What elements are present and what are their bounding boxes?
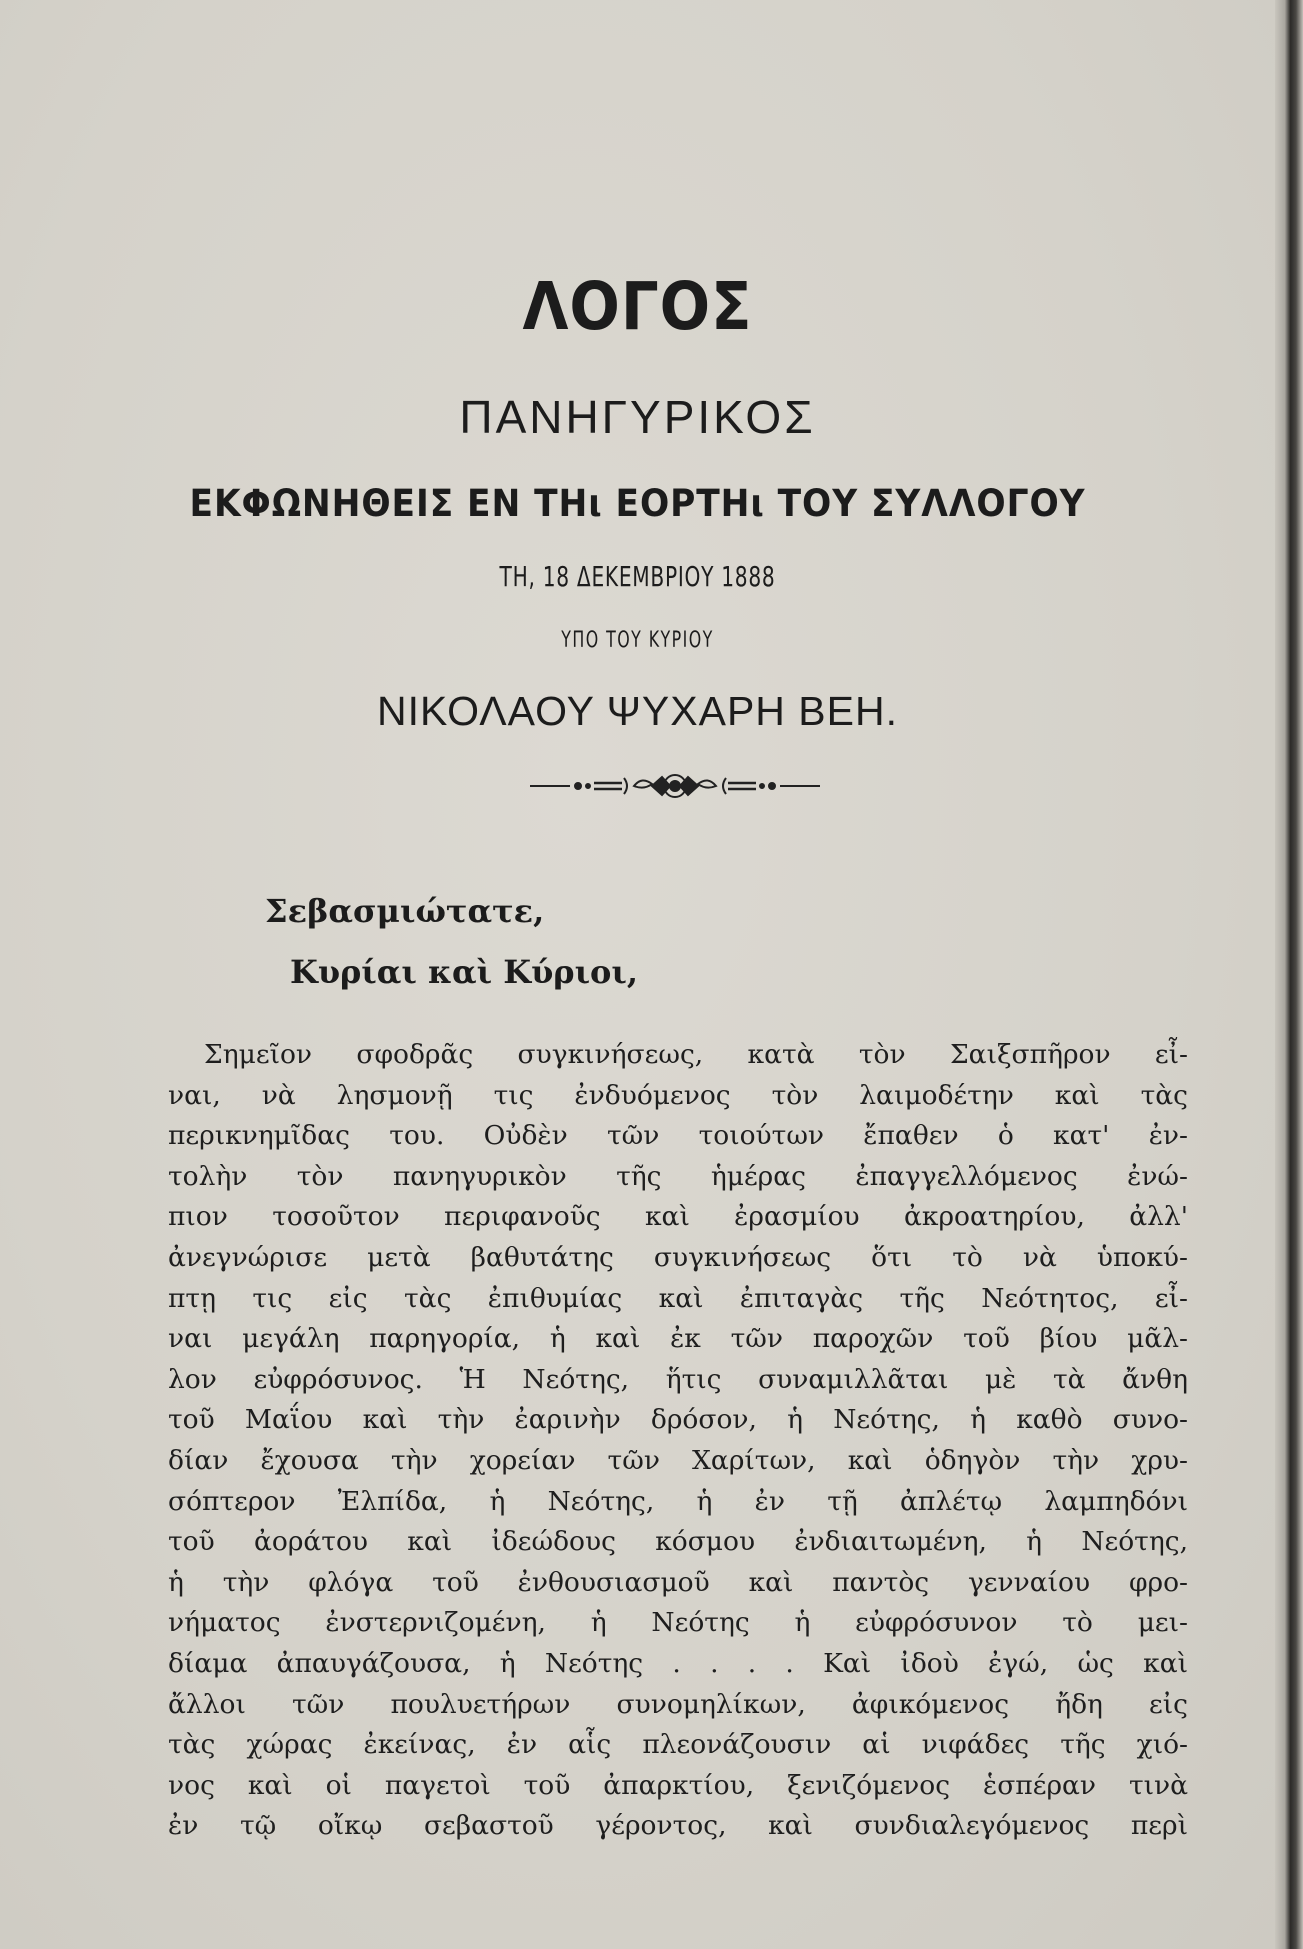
text-line: ἀνεγνώρισε μετὰ βαθυτάτης συγκινήσεως ὅτι τὸ νὰ ὑποκύ-	[168, 1241, 1188, 1273]
author-name: ΝΙΚΟΛΑΟΥ ΨΥΧΑΡΗ ΒΕΗ.	[376, 688, 898, 734]
text-line: ναι μεγάλη παρηγορία, ἡ καὶ ἐκ τῶν παροχῶν τοῦ βίου μᾶλ-	[168, 1323, 1188, 1355]
text-line: σόπτερον Ἐλπίδα, ἡ Νεότης, ἡ ἐν τῇ ἀπλέτῳ λαμπηδόνι	[168, 1485, 1188, 1517]
text-line: τοῦ Μαΐου καὶ τὴν ἐαρινὴν δρόσον, ἡ Νεότης, ἡ καθὸ συνο-	[168, 1404, 1188, 1436]
text-line: πτῃ τις εἰς τὰς ἐπιθυμίας καὶ ἐπιταγὰς τῆς Νεότητος, εἶ-	[168, 1282, 1188, 1314]
text-line: πιον τοσοῦτον περιφανοῦς καὶ ἐρασμίου ἀκροατηρίου, ἀλλ'	[168, 1201, 1188, 1233]
text-line: τολὴν τὸν πανηγυρικὸν τῆς ἡμέρας ἐπαγγελλόμενος ἐνώ-	[168, 1160, 1188, 1192]
text-line: περικνημῖδας του. Οὐδὲν τῶν τοιούτων ἔπαθεν ὁ κατ' ἐν-	[168, 1120, 1188, 1152]
text-line: νήματος ἐνστερνιζομένη, ἡ Νεότης ἡ εὐφρόσυνον τὸ μει-	[168, 1607, 1188, 1639]
page-subtitle: ΠΑΝΗΓΥΡΙΚΟΣ	[459, 391, 816, 443]
text-line: τοῦ ἀοράτου καὶ ἰδεώδους κόσμου ἐνδιαιτωμένη, ἡ Νεότης,	[168, 1526, 1188, 1558]
by-line: ΥΠΟ ΤΟΥ ΚΥΡΙΟΥ	[561, 628, 714, 653]
text-line: Σημεῖον σφοδρᾶς συγκινήσεως, κατὰ τὸν Σαιξσπῆρον εἶ-	[204, 1039, 1188, 1070]
occasion-line: ΕΚΦΩΝΗΘΕΙΣ ΕΝ ΤΗι ΕΟΡΤΗι ΤΟΥ ΣΥΛΛΟΓΟΥ	[189, 482, 1086, 525]
text-line: δίαν ἔχουσα τὴν χορείαν τῶν Χαρίτων, καὶ ὁδηγὸν τὴν χρυ-	[168, 1444, 1188, 1476]
book-binding-edge	[1275, 0, 1303, 1949]
page-title: ΛΟΓΟΣ	[522, 268, 753, 345]
text-line: ἐν τῷ οἴκῳ σεβαστοῦ γέροντος, καὶ συνδιαλεγόμενος περὶ	[168, 1810, 1188, 1842]
salutation-line-1: Σεβασμιώτατε,	[265, 892, 545, 930]
text-line: ἡ τὴν φλόγα τοῦ ἐνθουσιασμοῦ καὶ παντὸς γενναίου φρο-	[168, 1566, 1188, 1598]
body-paragraph	[168, 1035, 1188, 1847]
text-line: τὰς χώρας ἐκείνας, ἐν αἷς πλεονάζουσιν αἱ νιφάδες τῆς χιό-	[168, 1729, 1188, 1761]
text-line: δίαμα ἀπαυγάζουσα, ἡ Νεότης . . . . Καὶ ἰδοὺ ἐγώ, ὡς καὶ	[168, 1647, 1188, 1679]
date-line: ΤΗ, 18 ΔΕΚΕΜΒΡΙΟΥ 1888	[499, 560, 776, 593]
salutation-line-2: Κυρίαι καὶ Κύριοι,	[290, 953, 639, 991]
text-line: ναι, νὰ λησμονῇ τις ἐνδυόμενος τὸν λαιμοδέτην καὶ τὰς	[168, 1079, 1188, 1111]
text-line: ἄλλοι τῶν πουλυετήρων συνομηλίκων, ἀφικόμενος ἤδη εἰς	[168, 1688, 1188, 1720]
ornament-divider-icon	[530, 768, 820, 804]
text-line: νος καὶ οἱ παγετοὶ τοῦ ἀπαρκτίου, ξενιζόμενος ἑσπέραν τινὰ	[168, 1769, 1188, 1801]
text-line: λον εὐφρόσυνος. Ἡ Νεότης, ἥτις συναμιλλᾶται μὲ τὰ ἄνθη	[168, 1363, 1188, 1395]
